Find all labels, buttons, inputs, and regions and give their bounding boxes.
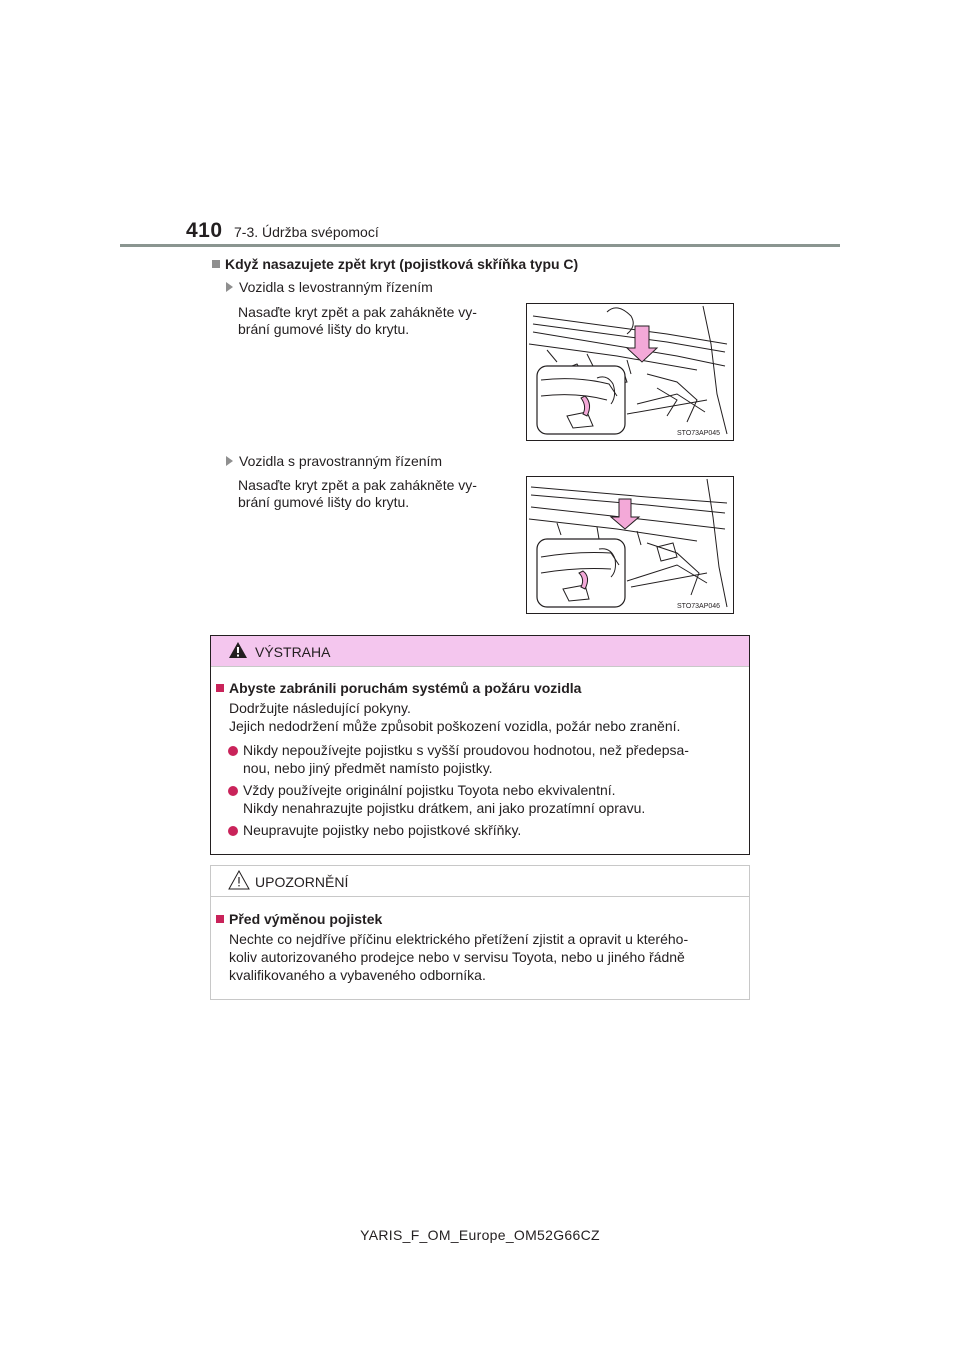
warning-item-1-line1: Nikdy nepoužívejte pojistku s vyšší proudovou hodnotou, než předepsa- (243, 742, 689, 758)
page-number: 410 (186, 219, 223, 242)
warning-title: VÝSTRAHA (255, 644, 331, 660)
triangle-bullet-icon (226, 456, 233, 466)
bullet-dot-icon (228, 746, 238, 756)
bullet-dot-icon (228, 826, 238, 836)
triangle-bullet-icon (226, 282, 233, 292)
notice-title: UPOZORNĚNÍ (255, 874, 349, 890)
left-hand-label: Vozidla s levostranným řízením (239, 279, 433, 295)
warning-intro-line2: Jejich nedodržení může způsobit poškození vozidla, požár nebo zranění. (229, 718, 681, 734)
left-hand-text-line2: brání gumové lišty do krytu. (238, 321, 410, 337)
left-hand-subheading (226, 279, 433, 295)
right-hand-text-line1: Nasaďte kryt zpět a pak zahákněte vy- (238, 477, 477, 493)
notice-heading (216, 911, 382, 927)
document-code: YARIS_F_OM_Europe_OM52G66CZ (360, 1227, 600, 1243)
caution-triangle-icon (228, 870, 250, 890)
notice-text-line3: kvalifikovaného a vybaveného odborníka. (229, 967, 486, 983)
warning-intro-line1: Dodržujte následující pokyny. (229, 700, 411, 716)
warning-item-1 (228, 741, 746, 777)
square-bullet-icon (216, 915, 224, 923)
fuse-cover-illustration-rhd (527, 477, 733, 613)
section-title: 7-3. Údržba svépomocí (234, 224, 379, 240)
left-hand-instructions (238, 304, 506, 338)
right-hand-text-line2: brání gumové lišty do krytu. (238, 494, 410, 510)
warning-box-header (211, 636, 749, 667)
left-hand-text-line1: Nasaďte kryt zpět a pak zahákněte vy- (238, 304, 477, 320)
warning-item-1-line2: nou, nebo jiný předmět namísto pojistky. (243, 760, 493, 776)
right-hand-instructions (238, 477, 506, 511)
notice-text-line1: Nechte co nejdříve příčinu elektrického přetížení zjistit a opravit u kterého- (229, 931, 689, 947)
warning-item-2 (228, 781, 746, 817)
notice-text-line2: koliv autorizovaného prodejce nebo v servisu Toyota, nebo u jiného řádně (229, 949, 685, 965)
figure-right-hand-fuse-cover (526, 476, 734, 614)
fuse-cover-illustration-lhd (527, 304, 733, 440)
figure-left-hand-fuse-cover (526, 303, 734, 441)
warning-heading (216, 680, 581, 696)
warning-item-2-line2: Nikdy nenahrazujte pojistku drátkem, ani jako prozatímní opravu. (243, 800, 646, 816)
right-hand-subheading (226, 453, 442, 469)
warning-box (210, 635, 750, 855)
notice-box-header (211, 866, 749, 897)
figure-code-lhd: STO73AP045 (677, 430, 721, 437)
square-bullet-icon (212, 260, 220, 268)
header-divider (120, 244, 840, 247)
warning-triangle-icon (228, 641, 248, 659)
warning-item-3 (228, 821, 746, 839)
section-heading-text: Když nasazujete zpět kryt (pojistková skříňka typu C) (225, 256, 579, 272)
notice-box (210, 865, 750, 1000)
warning-heading-text: Abyste zabránili poruchám systémů a požáru vozidla (229, 680, 582, 696)
square-bullet-icon (216, 684, 224, 692)
right-hand-label: Vozidla s pravostranným řízením (239, 453, 443, 469)
warning-item-3-line1: Neupravujte pojistky nebo pojistkové skříňky. (243, 822, 522, 838)
notice-heading-text: Před výměnou pojistek (229, 911, 383, 927)
bullet-dot-icon (228, 786, 238, 796)
figure-code-rhd: STO73AP046 (677, 603, 721, 610)
warning-intro (229, 699, 745, 735)
warning-item-2-line1: Vždy používejte originální pojistku Toyota nebo ekvivalentní. (243, 782, 616, 798)
section-heading (212, 256, 578, 272)
notice-text (229, 930, 743, 984)
